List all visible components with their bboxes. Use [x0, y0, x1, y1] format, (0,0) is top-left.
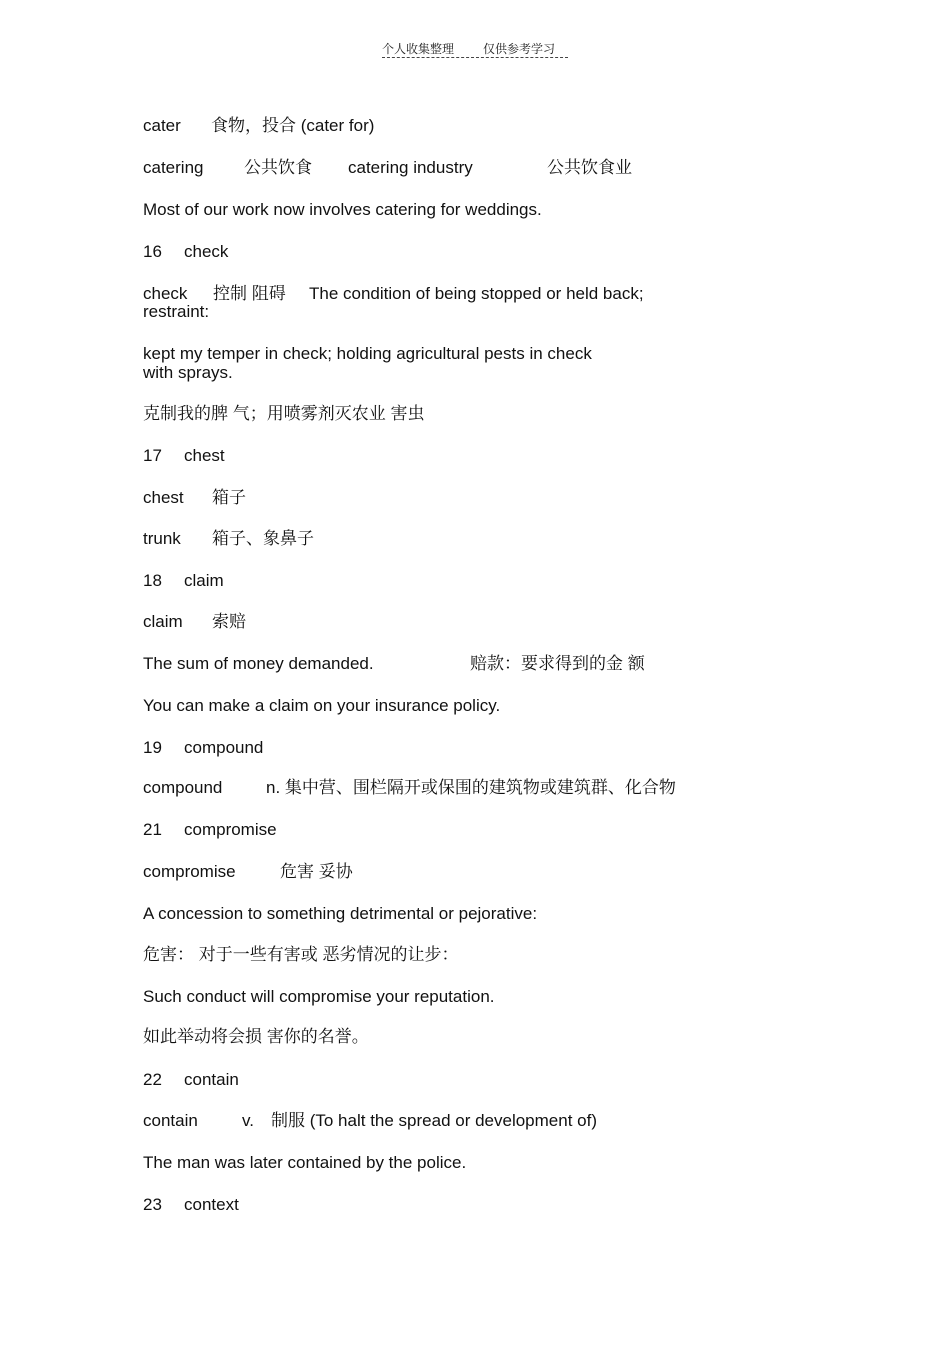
meaning: 控制 阻碍 [213, 284, 286, 303]
meaning: 箱子、象鼻子 [212, 529, 314, 548]
header-right-text: 仅供参考学习 [483, 42, 556, 56]
entry-word: check [184, 242, 229, 261]
page-header [382, 38, 568, 60]
word: compound [143, 778, 223, 797]
word: claim [143, 612, 183, 631]
phrase-meaning: 公共饮食业 [547, 158, 632, 177]
meaning: 索赔 [212, 612, 246, 631]
definition-en: A concession to something detrimental or pejorative: [143, 904, 538, 923]
entry-word: compromise [184, 820, 277, 839]
entry-number: 22 [143, 1070, 162, 1089]
example-sentence: kept my temper in check; holding agricultural pests in check [143, 344, 592, 363]
part-of-speech: v. [242, 1111, 254, 1130]
entry-word: contain [184, 1070, 239, 1089]
meaning: 制服 (To halt the spread or development of) [271, 1111, 597, 1130]
meaning: 食物，投合 (cater for) [211, 116, 375, 135]
example-translation: 克制我的脾 气；用喷雾剂灭农业 害虫 [143, 404, 425, 423]
entry-word: context [184, 1195, 239, 1214]
example-sentence: The man was later contained by the police. [143, 1153, 467, 1172]
entry-number: 16 [143, 242, 162, 261]
entry-word: compound [184, 738, 264, 757]
example-translation: 如此举动将会损 害你的名誉。 [143, 1027, 369, 1046]
entry-number: 18 [143, 571, 162, 590]
definition-cn: 赔款：要求得到的金 额 [470, 654, 645, 673]
word: chest [143, 488, 184, 507]
example-sentence-continued: with sprays. [143, 363, 233, 382]
word: check [143, 284, 188, 303]
header-divider [382, 57, 568, 58]
entry-number: 21 [143, 820, 162, 839]
entry-word: claim [184, 571, 224, 590]
header-left-text: 个人收集整理 [382, 42, 455, 56]
word: cater [143, 116, 181, 135]
example-sentence: Such conduct will compromise your reputation. [143, 987, 495, 1006]
entry-number: 19 [143, 738, 162, 757]
word: contain [143, 1111, 198, 1130]
example-sentence: You can make a claim on your insurance policy. [143, 696, 501, 715]
entry-number: 23 [143, 1195, 162, 1214]
definition-cn: 危害： 对于一些有害或 恶劣情况的让步： [143, 945, 459, 964]
word: trunk [143, 529, 181, 548]
word: compromise [143, 862, 236, 881]
meaning: 箱子 [212, 488, 246, 507]
phrase: catering industry [348, 158, 473, 177]
meaning: n. 集中营、围栏隔开或保围的建筑物或建筑群、化合物 [266, 778, 676, 797]
word: catering [143, 158, 204, 177]
example-sentence: Most of our work now involves catering for weddings. [143, 200, 542, 219]
definition: The condition of being stopped or held back; [309, 284, 644, 303]
entry-word: chest [184, 446, 225, 465]
meaning: 危害 妥协 [280, 862, 353, 881]
definition-continued: restraint: [143, 302, 210, 321]
entry-number: 17 [143, 446, 162, 465]
definition-en: The sum of money demanded. [143, 654, 374, 673]
meaning: 公共饮食 [244, 158, 312, 177]
